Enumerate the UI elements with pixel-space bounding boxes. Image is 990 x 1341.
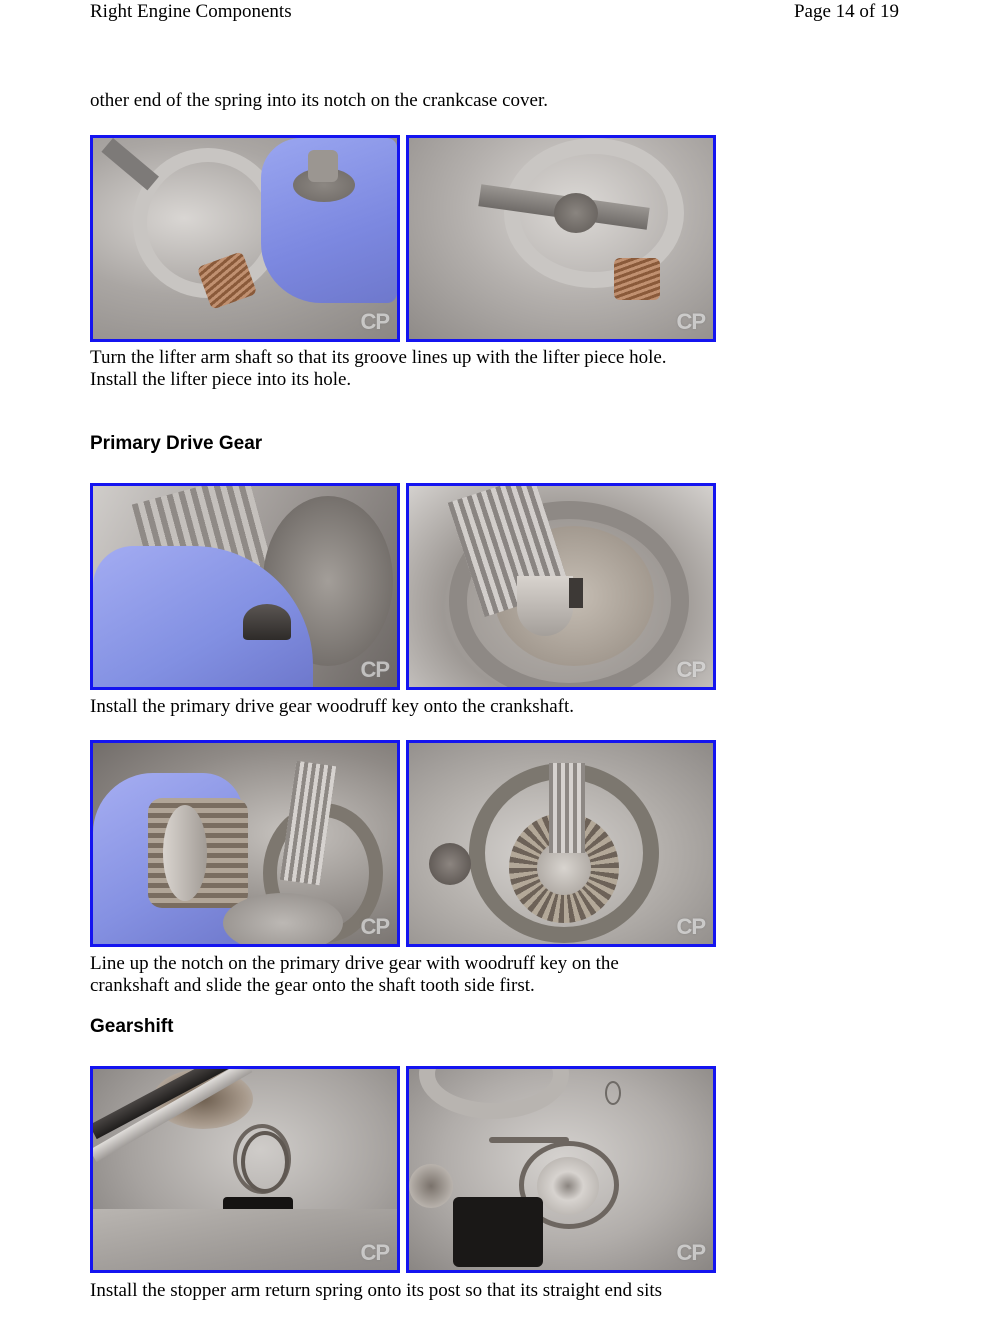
caption-line: Install the lifter piece into its hole.	[90, 369, 352, 390]
caption-line: crankshaft and slide the gear onto the shaft tooth side first.	[90, 975, 535, 996]
photo-lifter-piece-in-hand	[90, 135, 400, 342]
document-title: Right Engine Components	[90, 1, 292, 22]
photo-spring-installed	[406, 1066, 716, 1273]
photo-woodruff-key-installed	[406, 483, 716, 690]
photo-row-woodruff-key	[90, 483, 716, 690]
caption-line: Install the primary drive gear woodruff key onto the crankshaft.	[90, 696, 574, 717]
caption-stopper-arm-spring	[90, 1280, 730, 1302]
intro-paragraph: other end of the spring into its notch on the crankcase cover.	[90, 90, 548, 111]
photo-spring-with-pliers	[90, 1066, 400, 1273]
section-heading-primary-drive-gear: Primary Drive Gear	[90, 433, 263, 454]
photo-woodruff-key-in-hand	[90, 483, 400, 690]
watermark: CP	[676, 914, 705, 939]
caption-woodruff-key	[90, 696, 730, 718]
caption-line: Install the stopper arm return spring onto its post so that its straight end sits	[90, 1280, 663, 1301]
caption-line: Line up the notch on the primary drive gear with woodruff key on the	[90, 953, 619, 974]
photo-row-primary-drive-gear	[90, 740, 716, 947]
photo-drive-gear-installed	[406, 740, 716, 947]
watermark: CP	[676, 1240, 705, 1265]
watermark: CP	[360, 309, 389, 334]
watermark: CP	[676, 657, 705, 682]
caption-drive-gear	[90, 953, 730, 997]
watermark: CP	[360, 1240, 389, 1265]
page-indicator: Page 14 of 19	[793, 1, 899, 22]
watermark: CP	[676, 309, 705, 334]
watermark: CP	[360, 914, 389, 939]
watermark: CP	[360, 657, 389, 682]
section-heading-gearshift: Gearshift	[90, 1016, 174, 1037]
caption-line: Turn the lifter arm shaft so that its groove lines up with the lifter piece hole.	[90, 347, 667, 368]
photo-lifter-piece-installed	[406, 135, 716, 342]
caption-lifter-piece	[90, 347, 730, 391]
photo-drive-gear-in-hand	[90, 740, 400, 947]
photo-row-lifter-piece	[90, 135, 716, 342]
photo-row-stopper-arm-spring	[90, 1066, 716, 1273]
